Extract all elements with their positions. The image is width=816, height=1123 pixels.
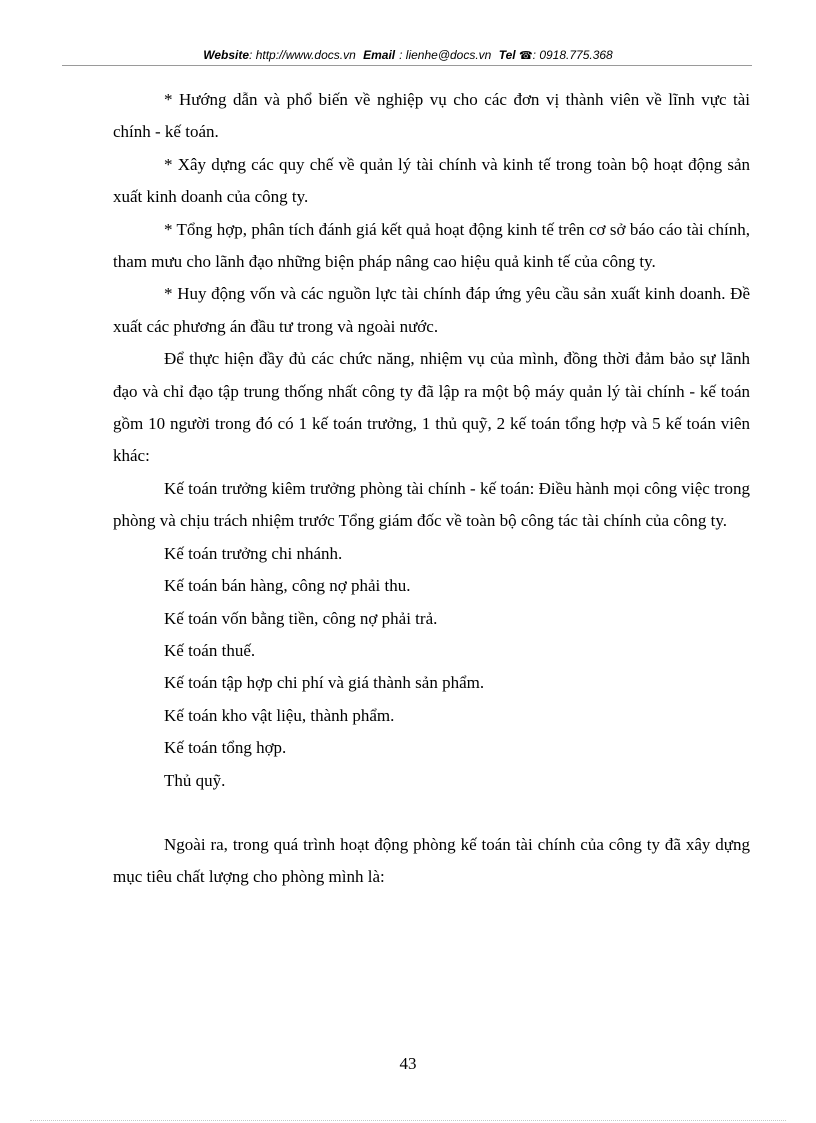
paragraph: Để thực hiện đầy đủ các chức năng, nhiệm vụ của mình, đồng thời đảm bảo sự lãnh đạo và chỉ đạo tập trung thống nhất công ty đã lập ra một bộ máy quản lý tài chính - kế toán gồm 10 người trong đó có 1 kế toán trưởng, 1 thủ quỹ, 2 kế toán tổng hợp và 5 kế toán viên khác: xyxy=(113,349,750,466)
staff-list-item: Kế toán kho vật liệu, thành phẩm. xyxy=(164,705,395,725)
paragraph: * Tổng hợp, phân tích đánh giá kết quả hoạt động kinh tế trên cơ sở báo cáo tài chính, tham mưu cho lãnh đạo những biện pháp nâng cao hiệu quả kinh tế của công ty. xyxy=(113,219,750,272)
page-header xyxy=(0,47,816,64)
paragraph: * Hướng dẫn và phổ biến về nghiệp vụ cho các đơn vị thành viên về lĩnh vực tài chính - kế toán. xyxy=(113,90,750,142)
staff-list-item: Kế toán tập hợp chi phí và giá thành sản phẩm. xyxy=(164,673,485,693)
staff-list-item: Kế toán tổng hợp. xyxy=(164,738,287,758)
header-divider xyxy=(62,65,752,66)
email-link[interactable]: : lienhe@docs.vn xyxy=(399,48,492,62)
staff-list-item: Thủ quỹ. xyxy=(164,770,226,790)
staff-list-item: Kế toán thuế. xyxy=(164,640,256,660)
tel-label: Tel xyxy=(498,48,516,62)
website-link[interactable]: : http://www.docs.vn xyxy=(249,48,356,62)
staff-list-item: Kế toán bán hàng, công nợ phải thu. xyxy=(164,576,411,596)
document-body xyxy=(113,84,750,894)
website-label: Website xyxy=(203,48,250,62)
staff-list-item: Kế toán trưởng chi nhánh. xyxy=(164,543,343,563)
paragraph: * Huy động vốn và các nguồn lực tài chính đáp ứng yêu cầu sản xuất kinh doanh. Đề xuất các phương án đầu tư trong và ngoài nước. xyxy=(113,284,750,336)
email-label: Email xyxy=(363,48,396,62)
paragraph: * Xây dựng các quy chế về quản lý tài chính và kinh tế trong toàn bộ hoạt động sản xuất kinh doanh của công ty. xyxy=(113,154,750,207)
paragraph: Kế toán trưởng kiêm trưởng phòng tài chính - kế toán: Điều hành mọi công việc trong phòng và chịu trách nhiệm trước Tổng giám đốc về toàn bộ công tác tài chính của công ty. xyxy=(113,478,750,531)
footer-divider xyxy=(30,1120,786,1121)
phone-icon: ☎ xyxy=(518,50,533,62)
closing-paragraph: Ngoài ra, trong quá trình hoạt động phòng kế toán tài chính của công ty đã xây dựng mục tiêu chất lượng cho phòng mình là: xyxy=(113,834,750,887)
tel-value: : 0918.775.368 xyxy=(532,48,613,62)
staff-list-item: Kế toán vốn bằng tiền, công nợ phải trả. xyxy=(164,608,438,628)
page-number: 43 xyxy=(399,1054,417,1073)
